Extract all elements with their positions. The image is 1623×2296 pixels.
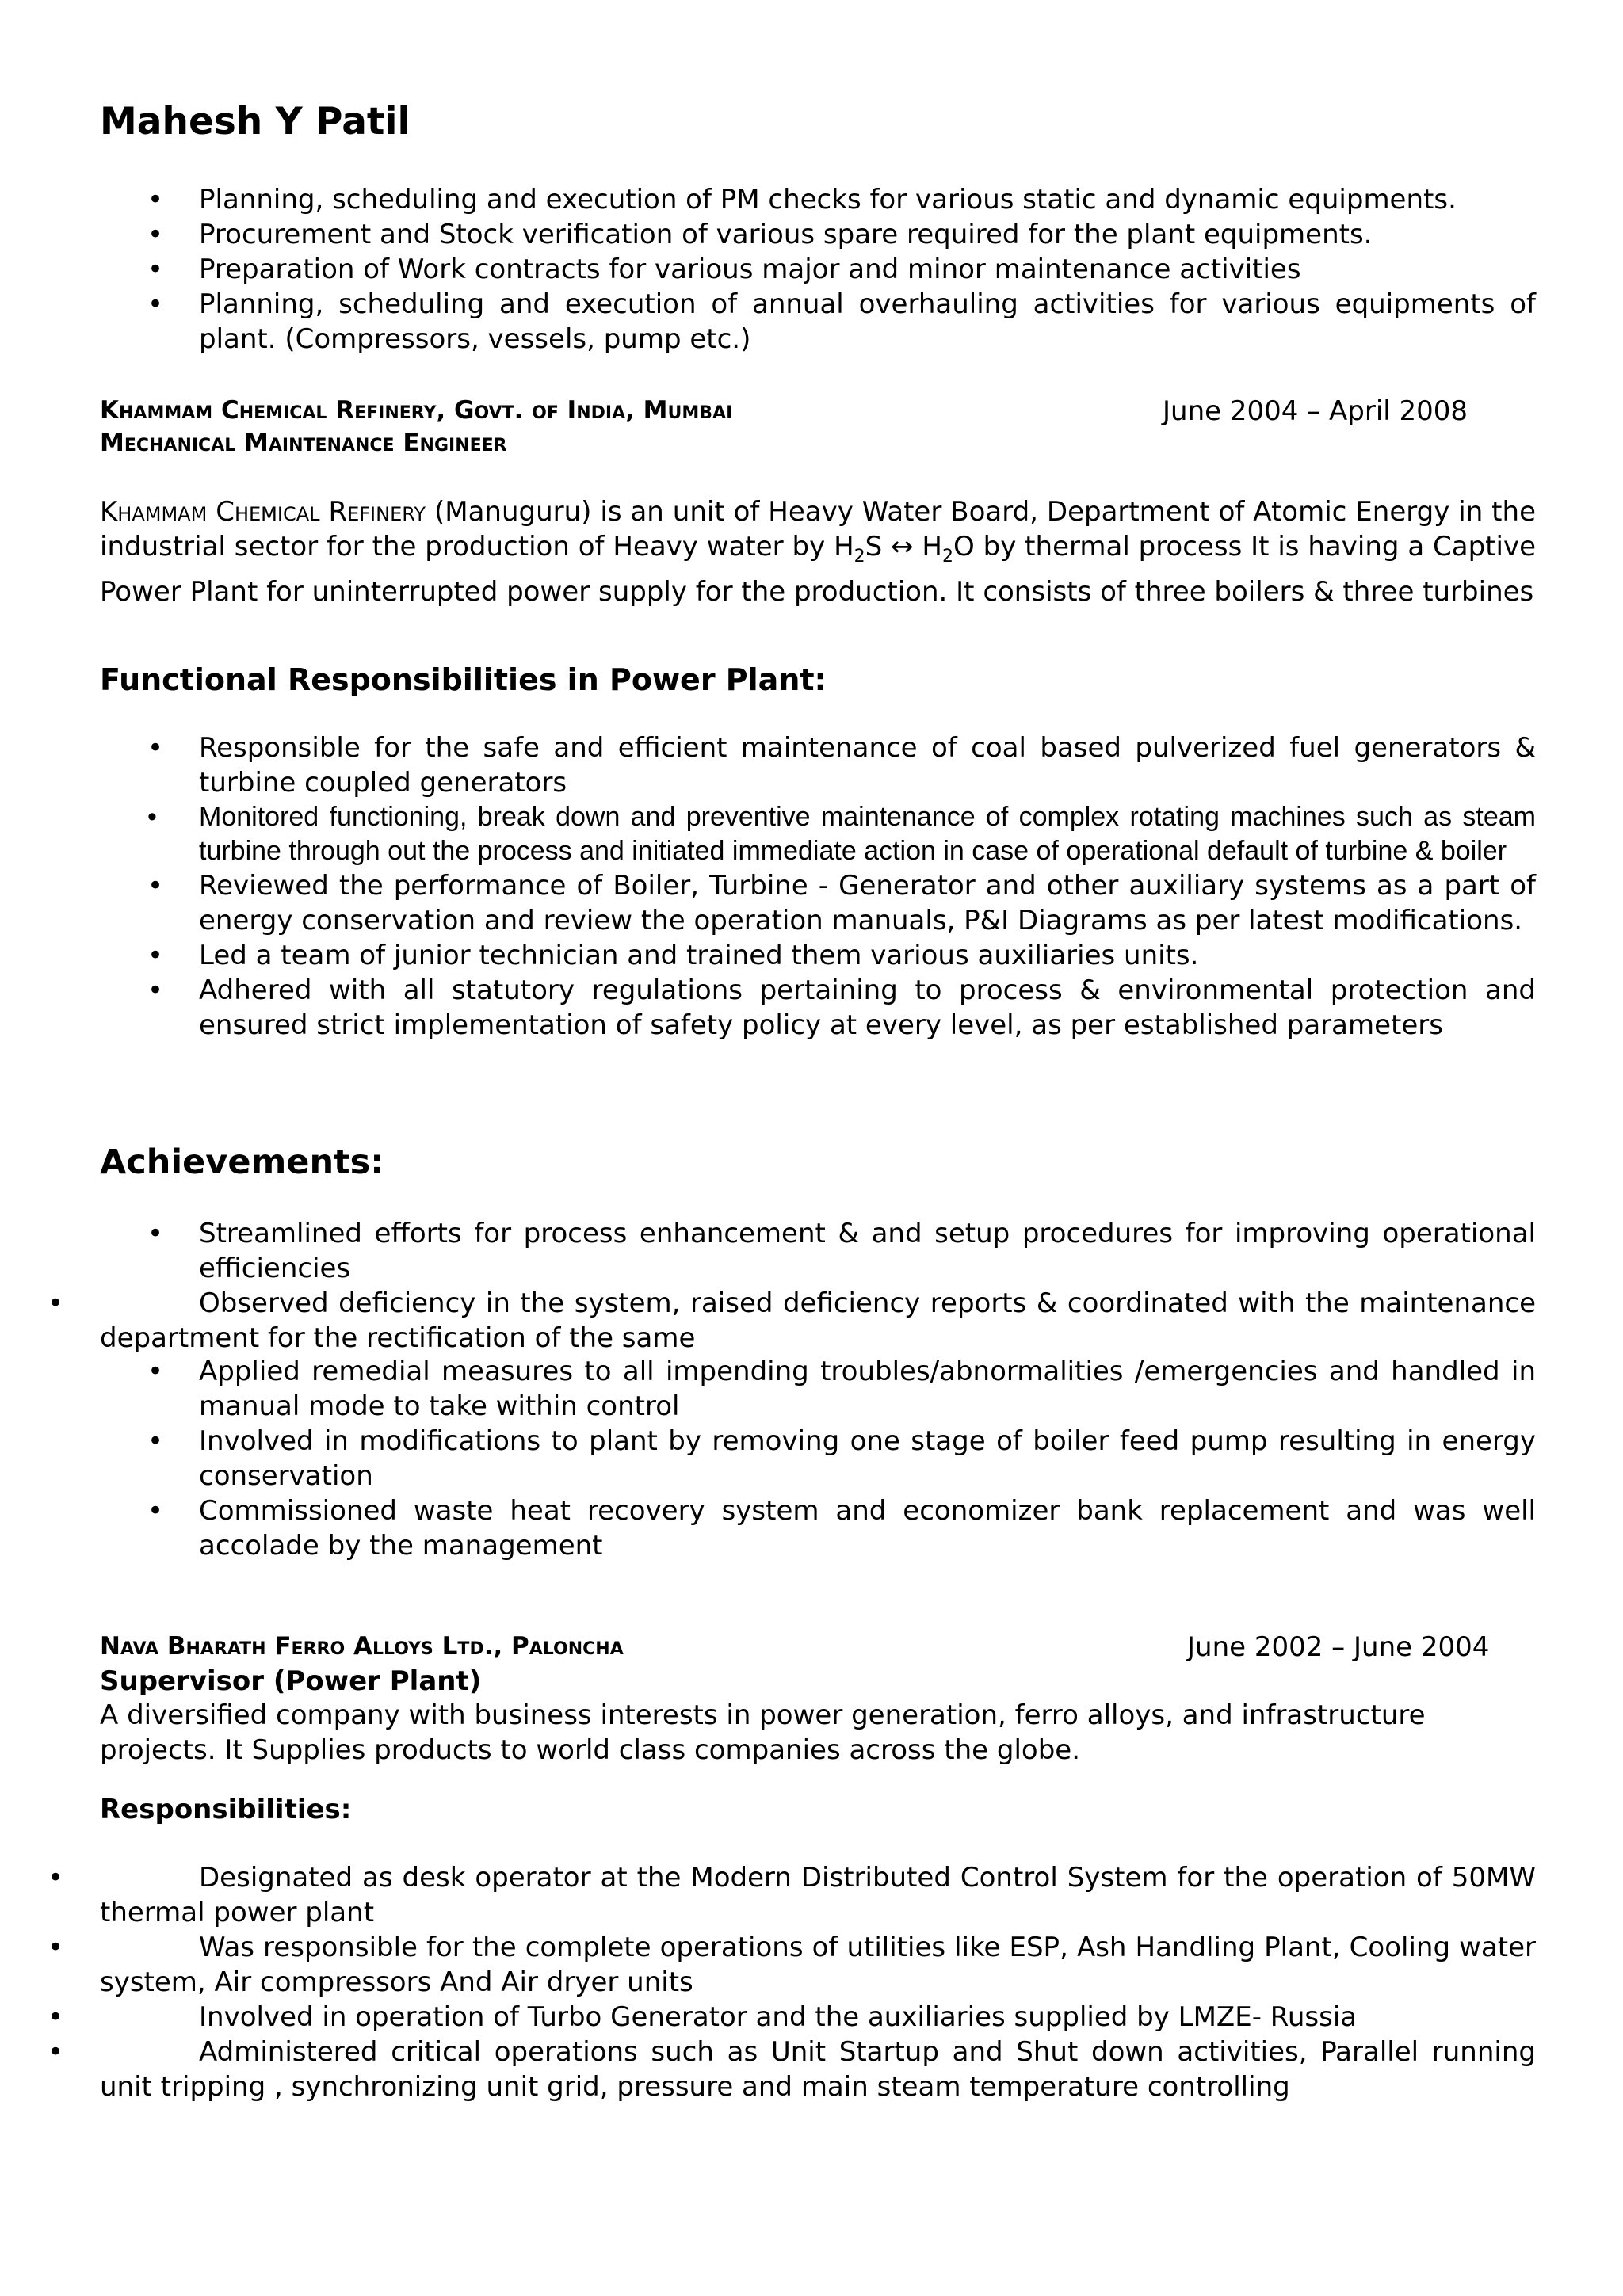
list-item: • Involved in modifications to plant by removing one stage of boiler feed pump resulting in energy conservation (100, 1424, 1536, 1493)
bullet-icon: • (48, 2036, 64, 2068)
achievements-list-c (100, 1354, 1536, 1563)
functional-heading: Functional Responsibilities in Power Plant: (100, 662, 827, 697)
list-item (48, 1286, 1536, 1356)
bullet-icon: • (48, 1932, 64, 1963)
description-text: (Manuguru) is an unit of Heavy Water Board, Department of Atomic Energy in the industrial sector for the production of Heavy water by H (100, 496, 1536, 563)
job-title: Supervisor (Power Plant) (100, 1665, 482, 1697)
list-item-text: Administered critical operations such as Unit Startup and Shut down activities, Parallel running unit tripping , synchronizing unit grid, pressure and main steam temperature controlling (100, 2036, 1536, 2103)
list-item: • Led a team of junior technician and trained them various auxiliaries units. (100, 938, 1536, 973)
employment-dates: June 2002 – June 2004 (1187, 1631, 1490, 1663)
list-item: • Applied remedial measures to all impending troubles/abnormalities /emergencies and handled in manual mode to take within control (100, 1354, 1536, 1424)
list-item-text: Involved in operation of Turbo Generator and the auxiliaries supplied by LMZE- Russia (199, 2001, 1358, 2033)
company-name: Nava Bharath Ferro Alloys Ltd., Paloncha (100, 1632, 624, 1661)
description-text: S ↔ H (865, 531, 942, 563)
employment-dates: June 2004 – April 2008 (1163, 395, 1468, 427)
achievements-heading: Achievements: (100, 1142, 384, 1182)
subscript: 2 (854, 546, 865, 566)
list-item (48, 2035, 1536, 2104)
list-item: • Monitored functioning, break down and preventive maintenance of complex rotating machines such as steam turbine through out the process and initiated immediate action in case of operational default of turbine & boiler (100, 800, 1536, 868)
list-item: • Streamlined efforts for process enhancement & and setup procedures for improving operational efficiencies (100, 1216, 1536, 1286)
company-name-inline: Khammam Chemical Refinery (100, 496, 426, 528)
company-description: A diversified company with business interests in power generation, ferro alloys, and infrastructure projects. It Supplies products to world class companies across the globe. (100, 1699, 1426, 1766)
list-item-text: Was responsible for the complete operations of utilities like ESP, Ash Handling Plant, Cooling water system, Air compressors And Air dryer units (100, 1932, 1536, 1998)
list-item: • Adhered with all statutory regulations pertaining to process & environmental protection and ensured strict implementation of safety policy at every level, as per established parameters (100, 973, 1536, 1043)
achievements-list-b (48, 1286, 1536, 1356)
list-item: • Procurement and Stock verification of various spare required for the plant equipments. (100, 217, 1536, 252)
description-text: O by thermal process It is having a Captive Power Plant for uninterrupted power supply for the production. It consists of three boilers & three turbines (100, 531, 1536, 608)
list-item (48, 2000, 1536, 2035)
functional-list (100, 730, 1536, 1043)
responsibilities-heading: Responsibilities: (100, 1794, 352, 1825)
bullet-icon: • (48, 2001, 64, 2033)
candidate-name: Mahesh Y Patil (100, 100, 411, 143)
responsibilities-list (48, 1860, 1536, 2104)
list-item (48, 1930, 1536, 2000)
achievements-list-a (100, 1216, 1536, 1286)
list-item (48, 1860, 1536, 1930)
bullet-icon: • (48, 1862, 64, 1894)
list-item: • Responsible for the safe and efficient maintenance of coal based pulverized fuel generators & turbine coupled generators (100, 730, 1536, 800)
job-title: Mechanical Maintenance Engineer (100, 429, 507, 457)
duties-list (100, 182, 1536, 357)
company-name: Khammam Chemical Refinery, Govt. of India, Mumbai (100, 396, 733, 425)
subscript: 2 (942, 546, 953, 566)
company-description (100, 494, 1536, 609)
list-item-text: Observed deficiency in the system, raised deficiency reports & coordinated with the maintenance department for the rectification of the same (100, 1287, 1536, 1354)
list-item-text: Designated as desk operator at the Modern Distributed Control System for the operation of 50MW thermal power plant (100, 1862, 1536, 1928)
list-item: • Commissioned waste heat recovery system and economizer bank replacement and was well accolade by the management (100, 1493, 1536, 1563)
list-item: • Preparation of Work contracts for various major and minor maintenance activities (100, 252, 1536, 287)
list-item: • Reviewed the performance of Boiler, Turbine - Generator and other auxiliary systems as a part of energy conservation and review the operation manuals, P&I Diagrams as per latest modifications. (100, 868, 1536, 938)
list-item: • Planning, scheduling and execution of PM checks for various static and dynamic equipments. (100, 182, 1536, 217)
bullet-icon: • (48, 1287, 64, 1319)
list-item: • Planning, scheduling and execution of annual overhauling activities for various equipments of plant. (Compressors, vessels, pump etc.) (100, 287, 1536, 357)
